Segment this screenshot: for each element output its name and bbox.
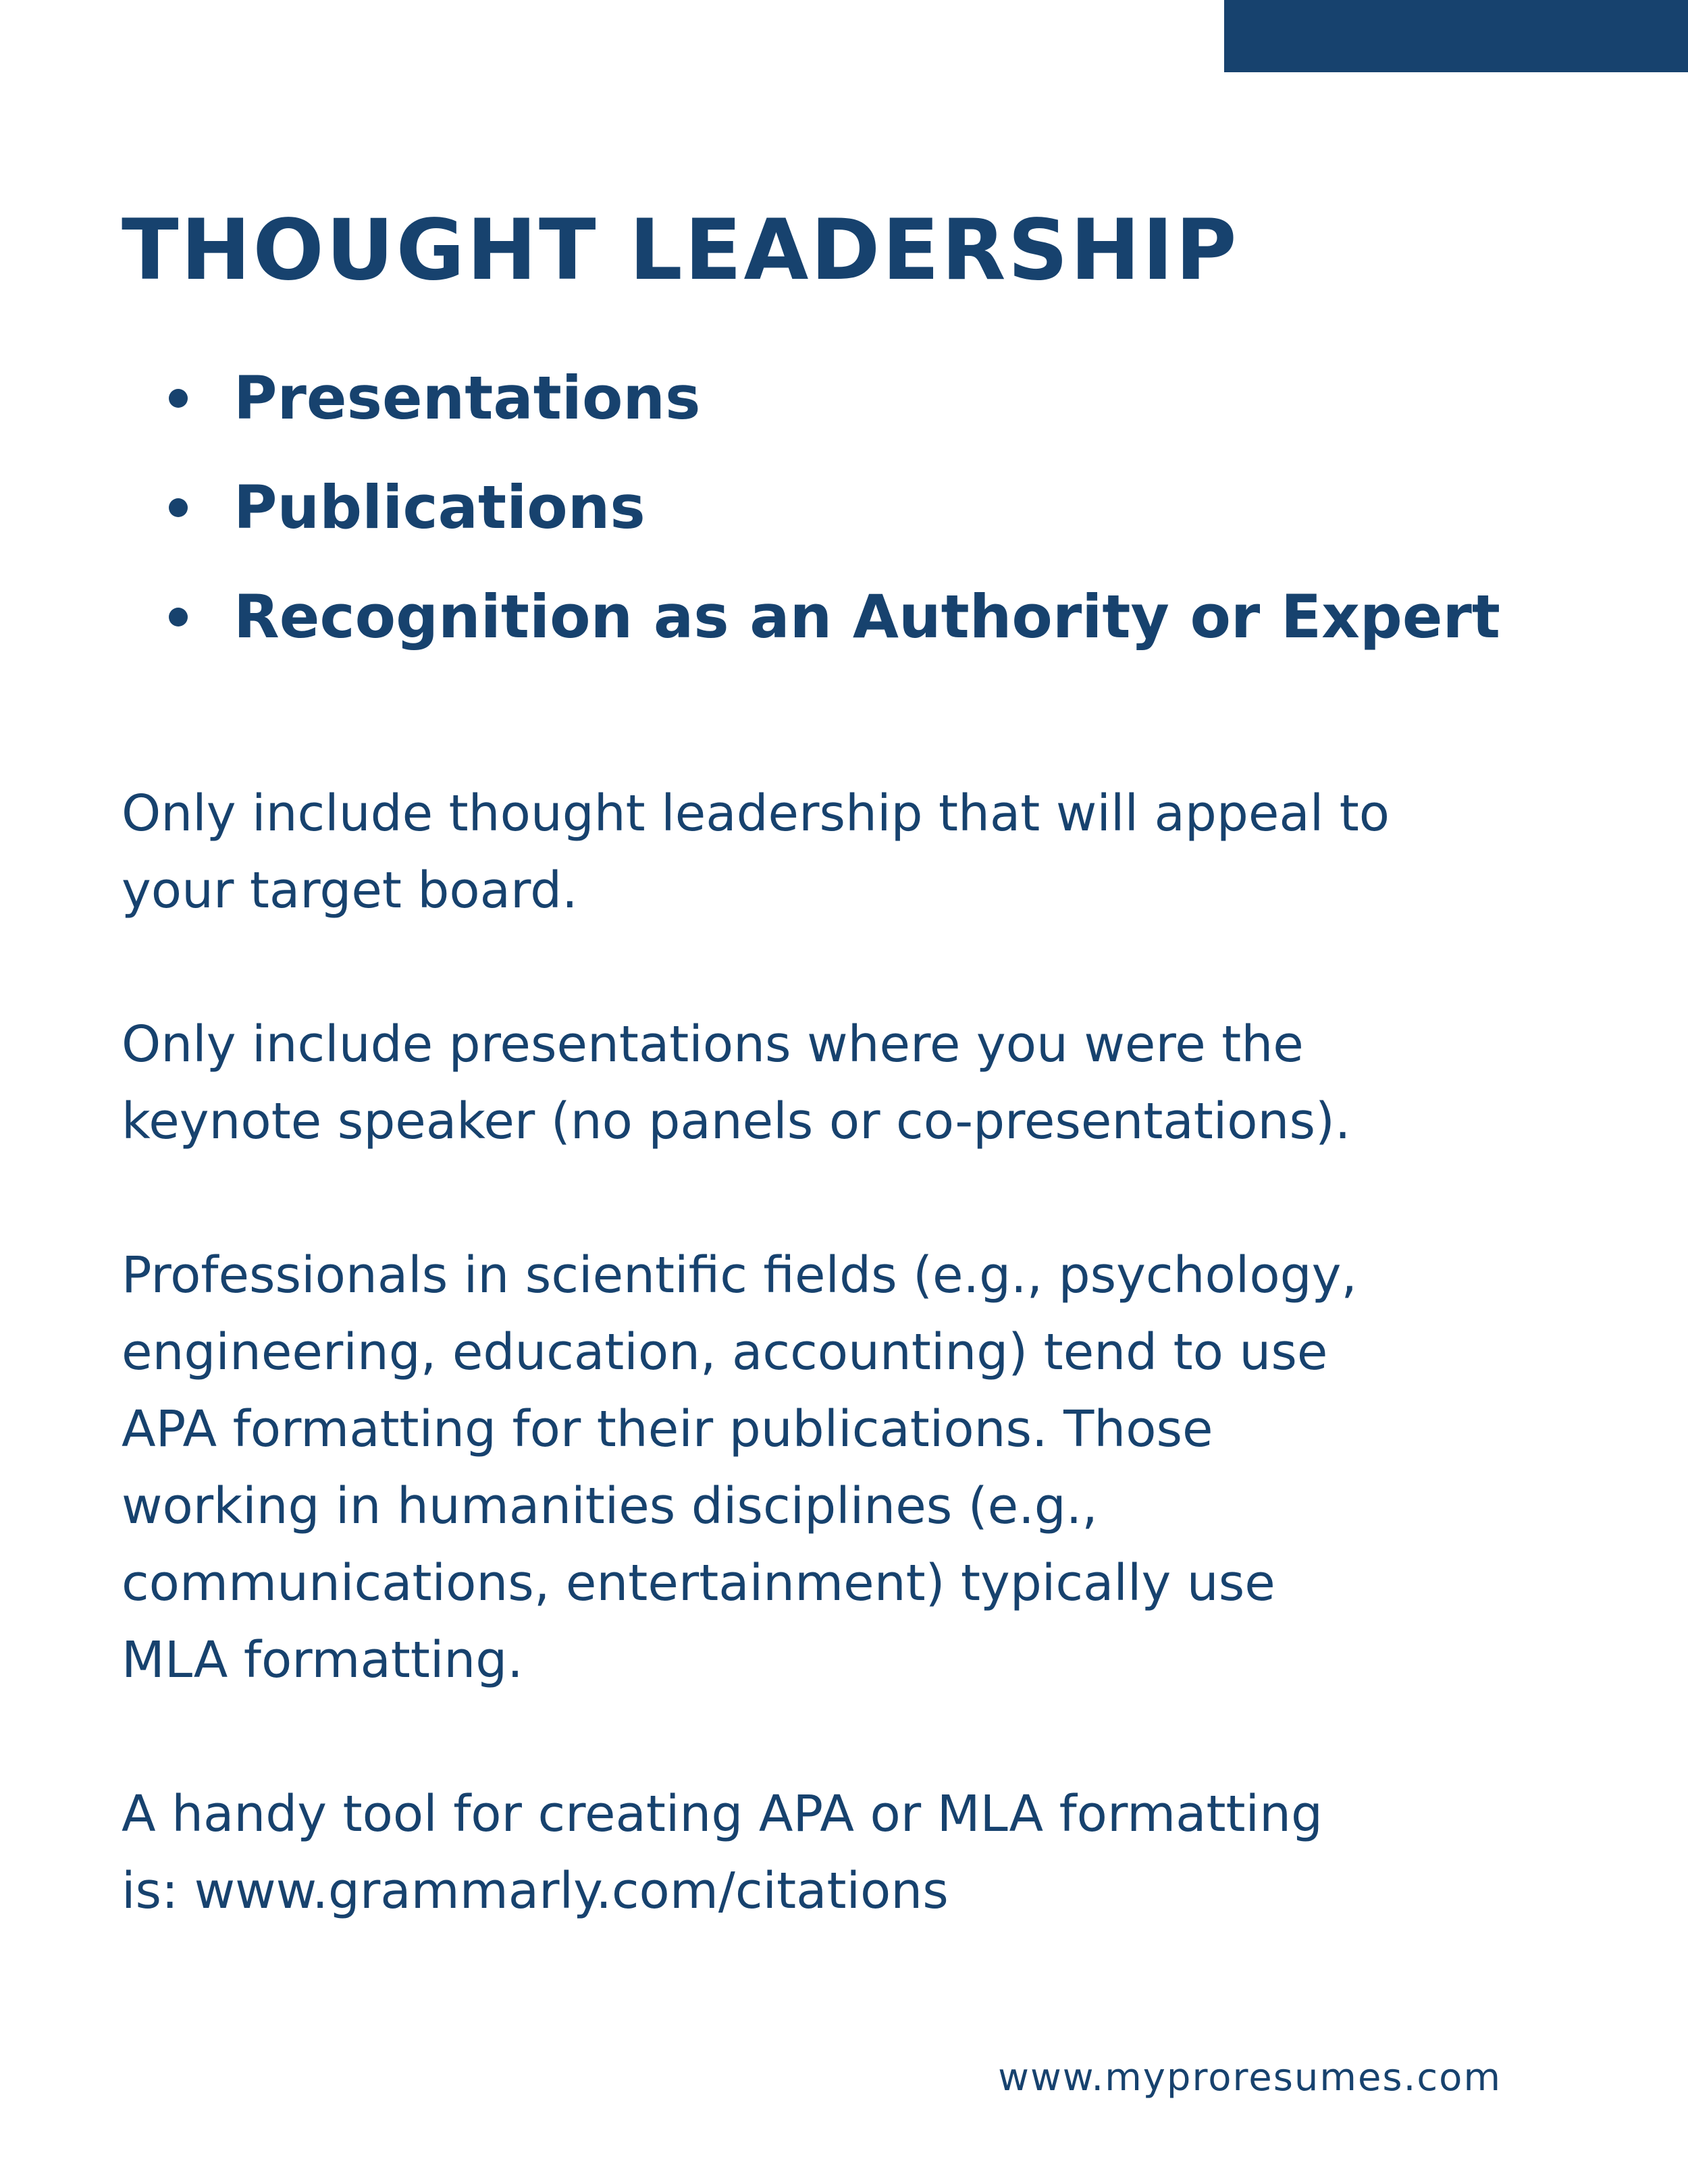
list-item-recognition [169,573,1500,683]
topics-list [169,354,1500,683]
bullet-icon [169,498,188,517]
body-text [122,775,1573,2006]
footer-website: www.myproresumes.com [998,2056,1502,2100]
list-item-label: Recognition as an Authority or Expert [234,582,1500,651]
paragraph-line: Professionals in scientific fields (e.g., psychology, [122,1246,1357,1304]
bullet-icon [169,608,188,627]
paragraph-line: MLA formatting. [122,1631,523,1689]
list-item-label: Presentations [234,363,701,433]
bullet-icon [169,389,188,408]
paragraph-line: keynote speaker (no panels or co-presentations). [122,1092,1351,1150]
paragraph-line: is: www.grammarly.com/citations [122,1862,949,1920]
paragraph-formatting [122,1237,1573,1699]
corner-accent-bar [1224,0,1688,72]
paragraph-line: communications, entertainment) typically use [122,1554,1275,1612]
paragraph-line: Only include thought leadership that will appeal to [122,784,1390,843]
list-item-publications [169,464,1500,573]
list-item-label: Publications [234,473,645,542]
paragraph-line: working in humanities disciplines (e.g., [122,1477,1098,1535]
paragraph-line: engineering, education, accounting) tend to use [122,1323,1328,1381]
list-item-presentations [169,354,1500,464]
page-title: THOUGHT LEADERSHIP [122,202,1239,299]
paragraph-line: Only include presentations where you were the [122,1015,1304,1073]
paragraph-line: APA formatting for their publications. Those [122,1400,1213,1458]
paragraph-appeal [122,775,1573,929]
paragraph-line: A handy tool for creating APA or MLA formatting [122,1785,1323,1843]
paragraph-tool [122,1776,1573,1929]
paragraph-line: your target board. [122,861,578,920]
paragraph-presentations [122,1006,1573,1160]
